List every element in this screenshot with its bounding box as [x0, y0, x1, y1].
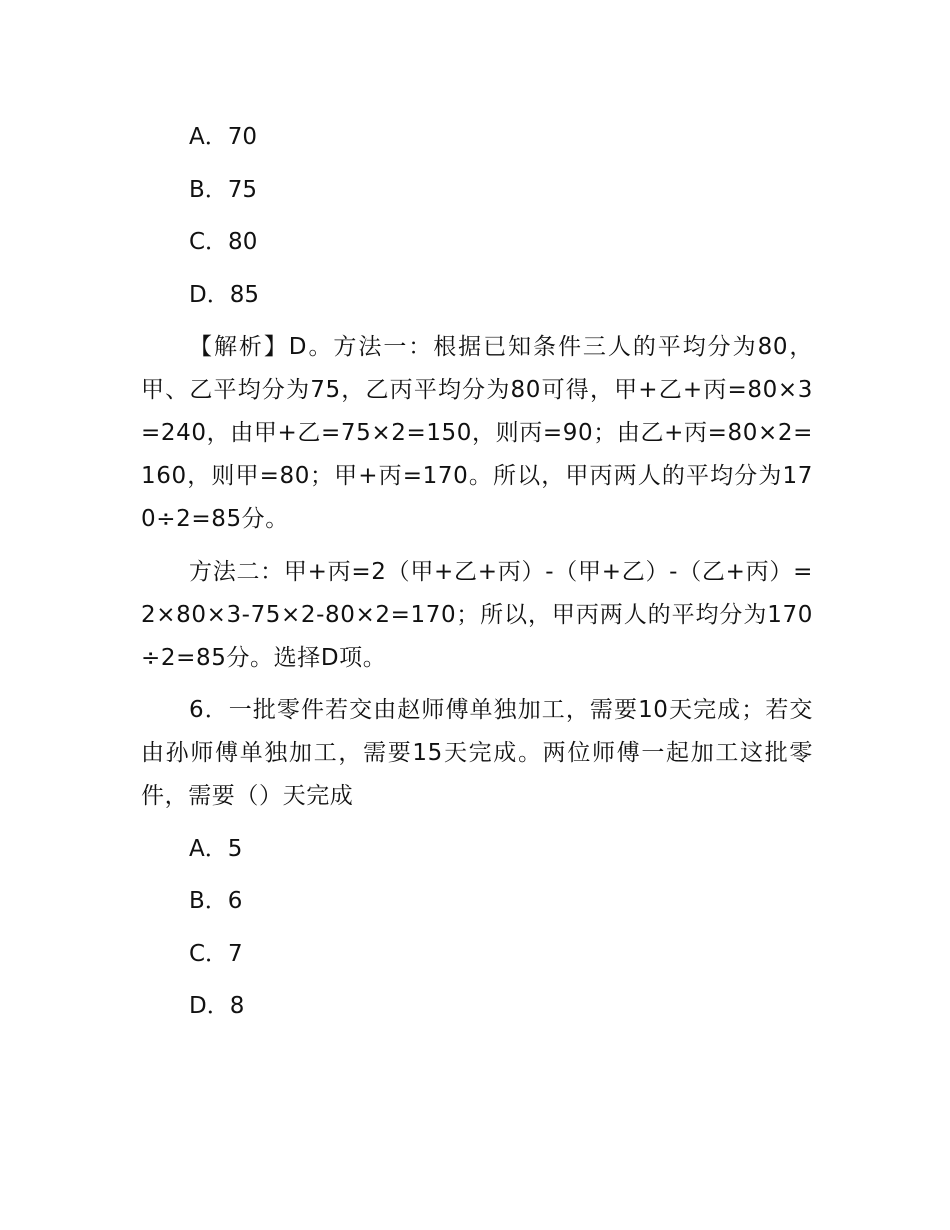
question-6-text: 6．一批零件若交由赵师傅单独加工，需要10天完成；若交由孙师傅单独加工，需要15天完成。两位师傅一起加工这批零件，需要（）天完成	[141, 697, 813, 809]
analysis-method-2: 方法二：甲+丙=2（甲+乙+丙）-（甲+乙）-（乙+丙）=2×80×3-75×2-80×2=170；所以，甲丙两人的平均分为170÷2=85分。选择D项。	[141, 558, 813, 671]
q5-option-a: A．70	[189, 124, 258, 150]
document-content	[141, 116, 813, 1038]
analysis-method-1: 【解析】D。方法一：根据已知条件三人的平均分为80，甲、乙平均分为75，乙丙平均分为80可得，甲+乙+丙=80×3=240，由甲+乙=75×2=150，则丙=90；由乙+丙=80×2=160，则甲=80；甲+丙=170。所以，甲丙两人的平均分为170÷2=85分。	[141, 334, 813, 532]
q5-option-b: B．75	[189, 176, 258, 203]
q5-option-c: C．80	[189, 229, 258, 255]
q6-option-b: B．6	[189, 888, 243, 914]
q5-option-d: D．85	[189, 281, 259, 308]
q6-option-a: A．5	[189, 835, 243, 862]
q6-option-d: D．8	[189, 993, 245, 1019]
q6-option-c: C．7	[189, 940, 243, 967]
